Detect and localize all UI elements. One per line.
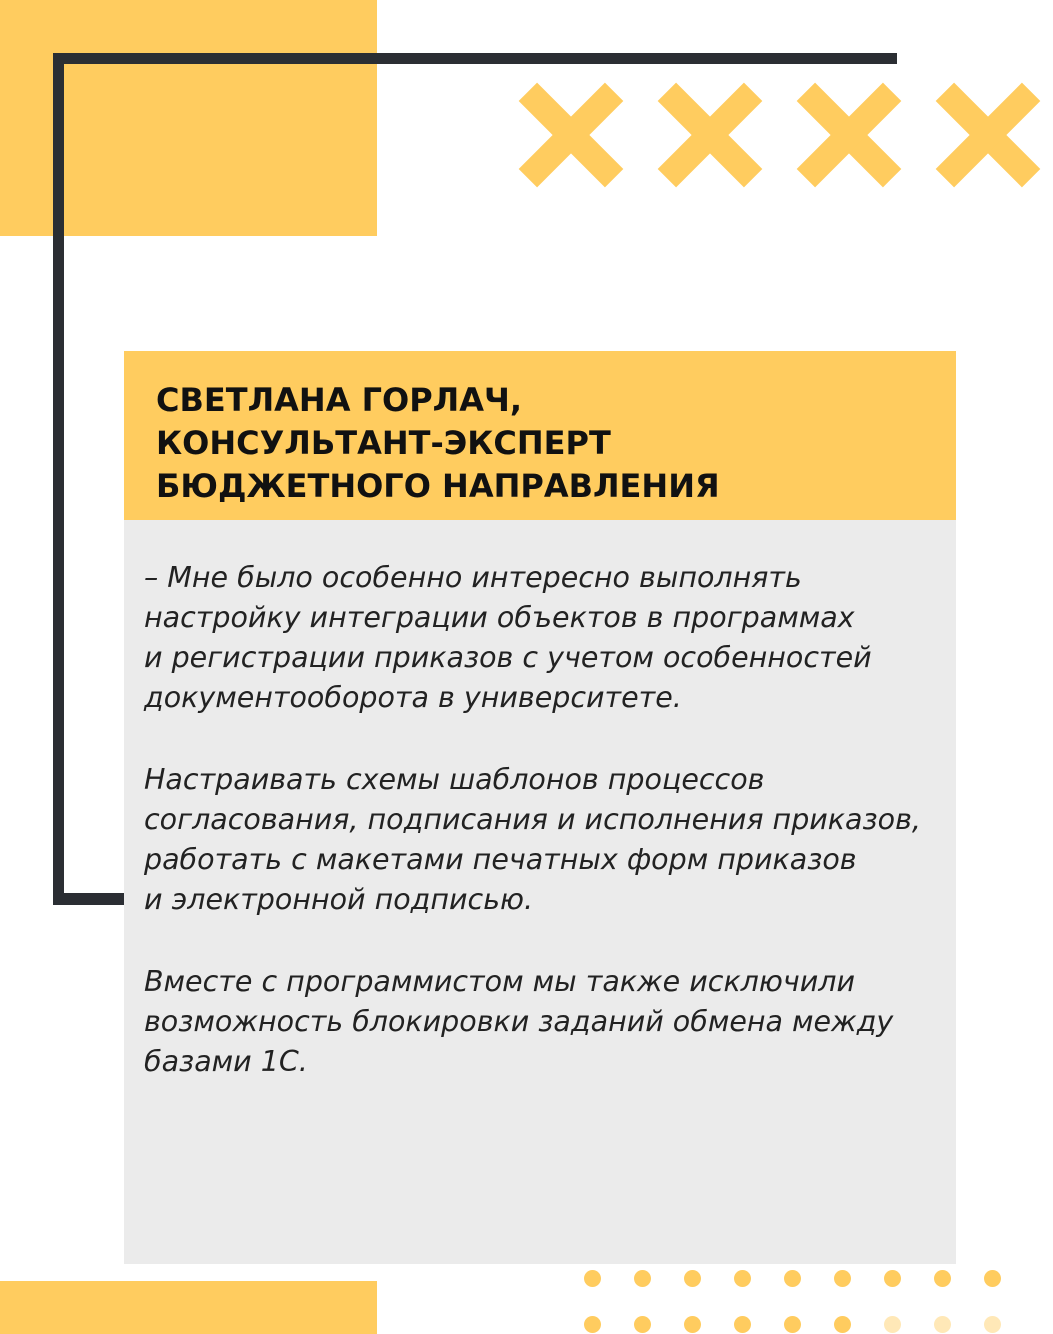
quote-line: Настраивать схемы шаблонов процессов bbox=[144, 763, 765, 796]
quote-line: согласования, подписания и исполнения приказов, bbox=[144, 803, 921, 836]
quote-paragraph-1 bbox=[144, 558, 936, 718]
dot-icon bbox=[984, 1270, 1001, 1287]
quote-paragraph-2 bbox=[144, 760, 936, 920]
cross-icon bbox=[659, 84, 761, 186]
cross-icon bbox=[937, 84, 1039, 186]
dot-icon bbox=[584, 1316, 601, 1333]
quote-line: настройку интеграции объектов в программах bbox=[144, 601, 855, 634]
cross-icon bbox=[798, 84, 900, 186]
dot-icon bbox=[884, 1270, 901, 1287]
dot-icon bbox=[684, 1316, 701, 1333]
dot-icon bbox=[834, 1316, 851, 1333]
decor-crosses bbox=[520, 84, 1040, 186]
quote-line: документооборота в университете. bbox=[144, 681, 682, 714]
dot-icon bbox=[934, 1270, 951, 1287]
dot-icon bbox=[584, 1270, 601, 1287]
dot-icon bbox=[834, 1270, 851, 1287]
cross-icon bbox=[520, 84, 622, 186]
quote-line: базами 1С. bbox=[144, 1045, 308, 1078]
quote-line: возможность блокировки заданий обмена между bbox=[144, 1005, 894, 1038]
quote-line: работать с макетами печатных форм приказов bbox=[144, 843, 857, 876]
decor-frame-top bbox=[53, 53, 897, 64]
speaker-role: КОНСУЛЬТАНТ-ЭКСПЕРТ bbox=[156, 424, 611, 462]
quote-line: Вместе с программистом мы также исключили bbox=[144, 965, 855, 998]
decor-frame-left bbox=[53, 53, 64, 905]
quote-paragraph-3 bbox=[144, 962, 936, 1082]
dot-icon bbox=[884, 1316, 901, 1333]
dot-icon bbox=[934, 1316, 951, 1333]
decor-yellow-block-bottom bbox=[0, 1281, 377, 1334]
quote-line: и электронной подписью. bbox=[144, 883, 534, 916]
quote-line: и регистрации приказов с учетом особенностей bbox=[144, 641, 872, 674]
speaker-header bbox=[124, 351, 956, 520]
dot-icon bbox=[634, 1270, 651, 1287]
dot-icon bbox=[684, 1270, 701, 1287]
dot-icon bbox=[634, 1316, 651, 1333]
speaker-department: БЮДЖЕТНОГО НАПРАВЛЕНИЯ bbox=[156, 467, 720, 505]
decor-dots bbox=[584, 1264, 1053, 1334]
dot-icon bbox=[734, 1270, 751, 1287]
dot-icon bbox=[984, 1316, 1001, 1333]
decor-frame-bottom bbox=[53, 893, 125, 905]
dot-icon bbox=[784, 1316, 801, 1333]
dot-icon bbox=[784, 1270, 801, 1287]
dot-icon bbox=[734, 1316, 751, 1333]
quote-card bbox=[124, 520, 956, 1264]
quote-line: – Мне было особенно интересно выполнять bbox=[144, 561, 802, 594]
speaker-name: СВЕТЛАНА ГОРЛАЧ, bbox=[156, 381, 522, 419]
